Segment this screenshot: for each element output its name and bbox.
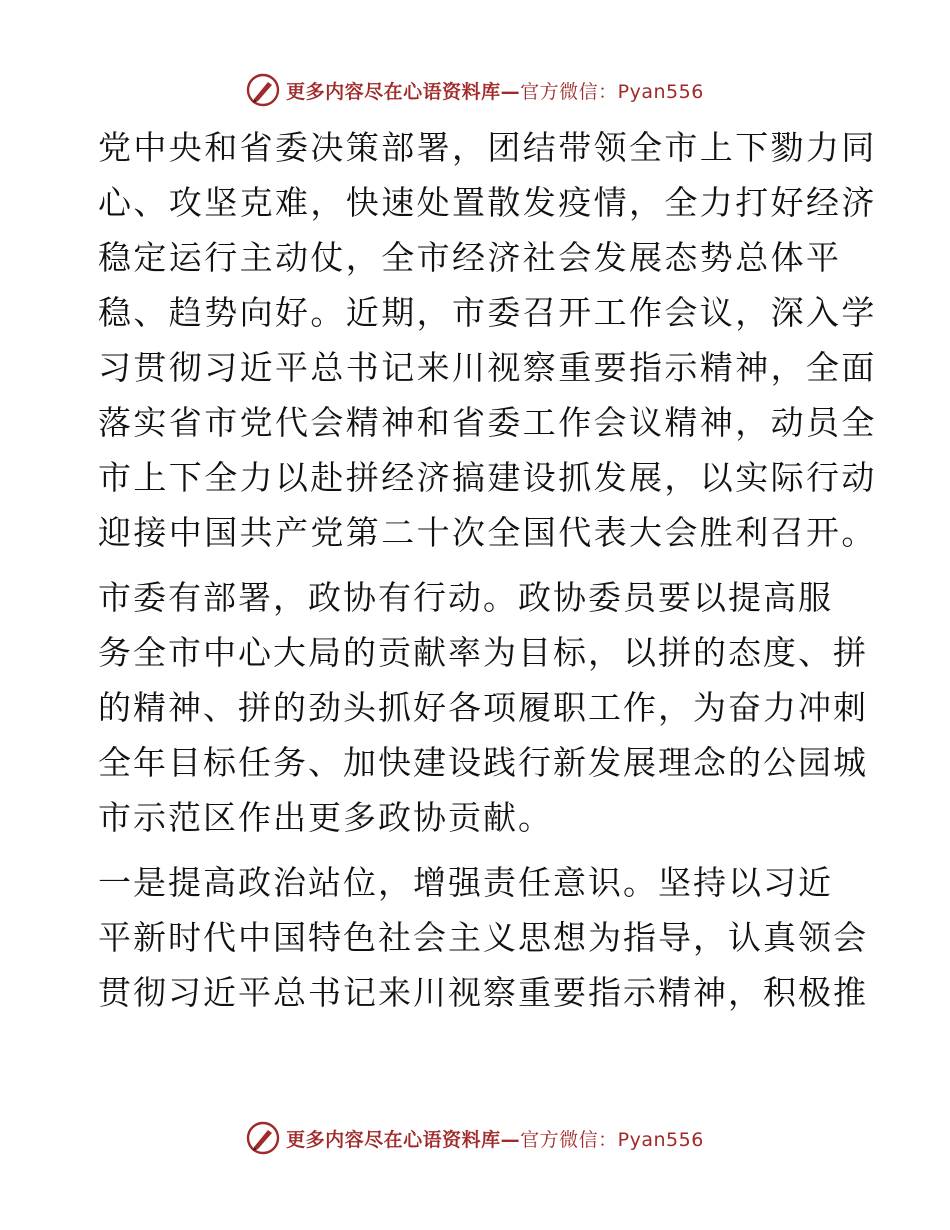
footer-watermark-text: 更多内容尽在心语资料库—官方微信：Pyan556 [286,1128,704,1151]
text-line: 稳、趋势向好。近期，市委召开工作会议，深入学 [98,293,877,332]
text-line: 党中央和省委决策部署，团结带领全市上下勠力同 [98,128,877,167]
footer-watermark [0,1118,950,1158]
text-line: 贯彻习近平总书记来川视察重要指示精神，积极推 [98,973,868,1012]
text-line: 平新时代中国特色社会主义思想为指导，认真领会 [98,918,868,957]
text-line: 一是提高政治站位，增强责任意识。坚持以习近 [98,863,833,902]
text-line: 市委有部署，政协有行动。政协委员要以提高服 [98,578,833,617]
pen-logo-icon [246,1121,280,1155]
text-line: 市上下全力以赴拼经济搞建设抓发展，以实际行动 [98,458,877,497]
paragraph-2 [98,570,868,845]
header-watermark-text: 更多内容尽在心语资料库—官方微信：Pyan556 [286,80,704,103]
text-line: 的精神、拼的劲头抓好各项履职工作，为奋力冲刺 [98,688,868,727]
paragraph-3 [98,855,868,1020]
pen-logo-icon [246,73,280,107]
header-watermark [0,70,950,110]
document-body [98,120,877,1020]
text-line: 心、攻坚克难，快速处置散发疫情，全力打好经济 [98,183,877,222]
text-line: 全年目标任务、加快建设践行新发展理念的公园城 [98,743,868,782]
text-line: 稳定运行主动仗，全市经济社会发展态势总体平 [98,238,842,277]
text-line: 务全市中心大局的贡献率为目标，以拼的态度、拼 [98,633,868,672]
text-line: 落实省市党代会精神和省委工作会议精神，动员全 [98,403,877,442]
text-line: 习贯彻习近平总书记来川视察重要指示精神，全面 [98,348,877,387]
text-line: 市示范区作出更多政协贡献。 [98,798,553,837]
text-line: 迎接中国共产党第二十次全国代表大会胜利召开。 [98,513,877,552]
paragraph-1 [98,120,877,560]
